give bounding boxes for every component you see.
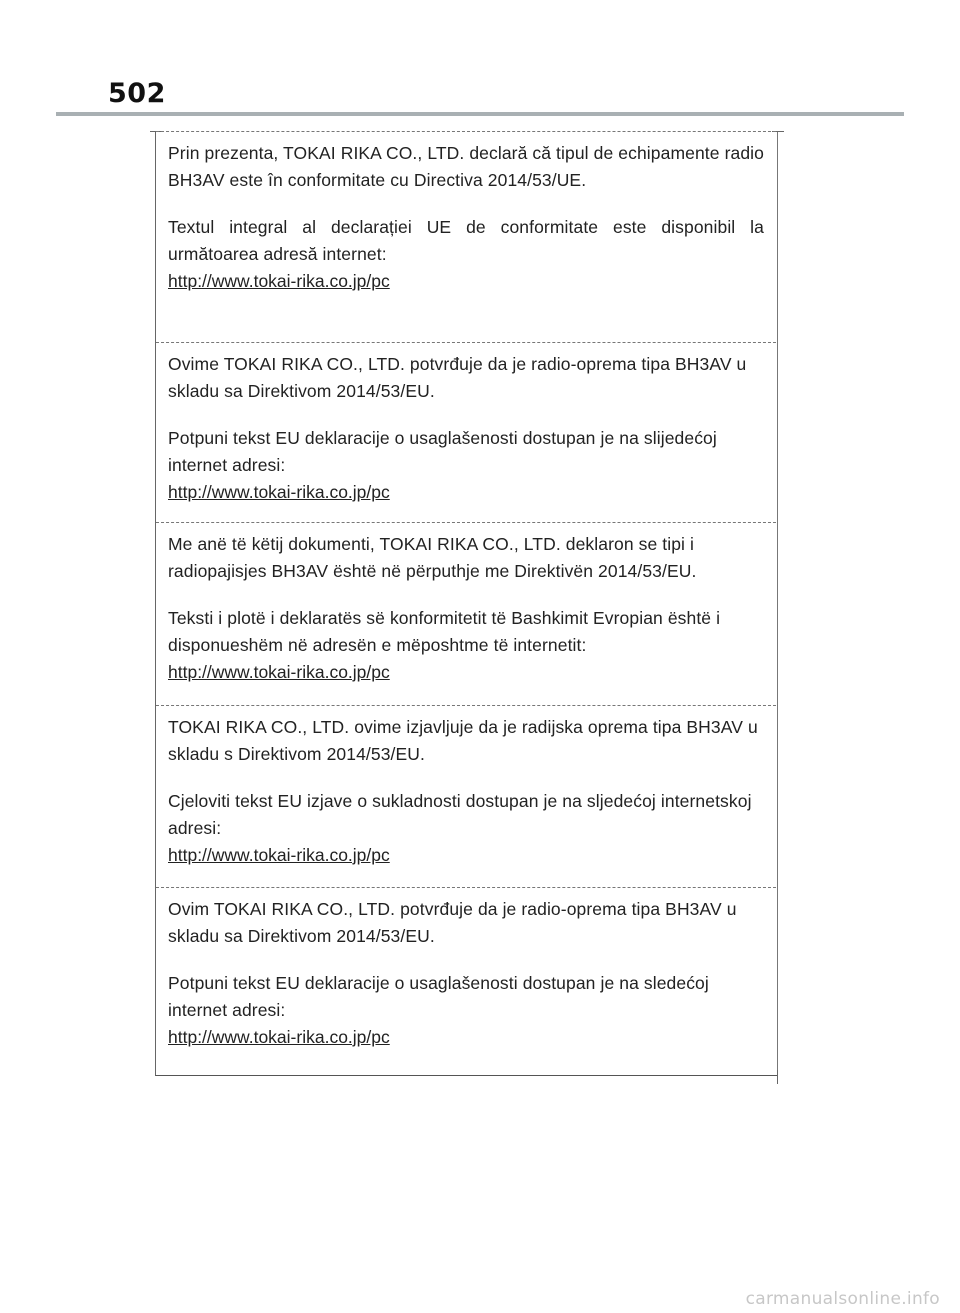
availability-text: Potpuni tekst EU deklaracije o usaglašenosti dostupan je na sledećoj internet adresi: (168, 973, 709, 1020)
declaration-text: Me anë të këtij dokumenti, TOKAI RIKA CO., LTD. deklaron se tipi i radiopajisjes BH3AV është në përputhje me Direktivën 2014/53/EU. (168, 534, 697, 581)
declaration-link[interactable]: http://www.tokai-rika.co.jp/pc (168, 271, 390, 291)
declaration-section-romanian (156, 131, 776, 342)
availability-text: Textul integral al declarației UE de conformitate este disponibil la următoarea adresă internet: (168, 217, 764, 264)
declaration-link[interactable]: http://www.tokai-rika.co.jp/pc (168, 845, 390, 865)
declaration-text: Prin prezenta, TOKAI RIKA CO., LTD. declară că tipul de echipamente radio BH3AV este în conformitate cu Directiva 2014/53/UE. (168, 143, 764, 190)
page-number: 502 (108, 78, 166, 109)
declaration-link[interactable]: http://www.tokai-rika.co.jp/pc (168, 662, 390, 682)
availability-text: Potpuni tekst EU deklaracije o usaglašenosti dostupan je na slijedećoj internet adresi: (168, 428, 717, 475)
declaration-section-albanian (156, 522, 776, 705)
crop-mark-bottom-right (777, 1070, 778, 1084)
availability-text: Cjeloviti tekst EU izjave o sukladnosti dostupan je na sljedećoj internetskoj adresi: (168, 791, 752, 838)
declaration-link[interactable]: http://www.tokai-rika.co.jp/pc (168, 1027, 390, 1047)
declaration-section-croatian (156, 705, 776, 887)
declaration-section-serbian (156, 887, 776, 1072)
declaration-text: Ovim TOKAI RIKA CO., LTD. potvrđuje da je radio-oprema tipa BH3AV u skladu sa Direktivom 2014/53/EU. (168, 899, 737, 946)
declaration-text: TOKAI RIKA CO., LTD. ovime izjavljuje da je radijska oprema tipa BH3AV u skladu s Direktivom 2014/53/EU. (168, 717, 758, 764)
declaration-text: Ovime TOKAI RIKA CO., LTD. potvrđuje da je radio-oprema tipa BH3AV u skladu sa Direktivom 2014/53/EU. (168, 354, 747, 401)
header-rule (56, 112, 904, 116)
availability-text: Teksti i plotë i deklaratës së konformitetit të Bashkimit Evropian është i disponueshëm në adresën e mëposhtme të internetit: (168, 608, 721, 655)
watermark: carmanualsonline.info (745, 1289, 940, 1309)
declaration-link[interactable]: http://www.tokai-rika.co.jp/pc (168, 482, 390, 502)
declaration-section-bosnian (156, 342, 776, 522)
